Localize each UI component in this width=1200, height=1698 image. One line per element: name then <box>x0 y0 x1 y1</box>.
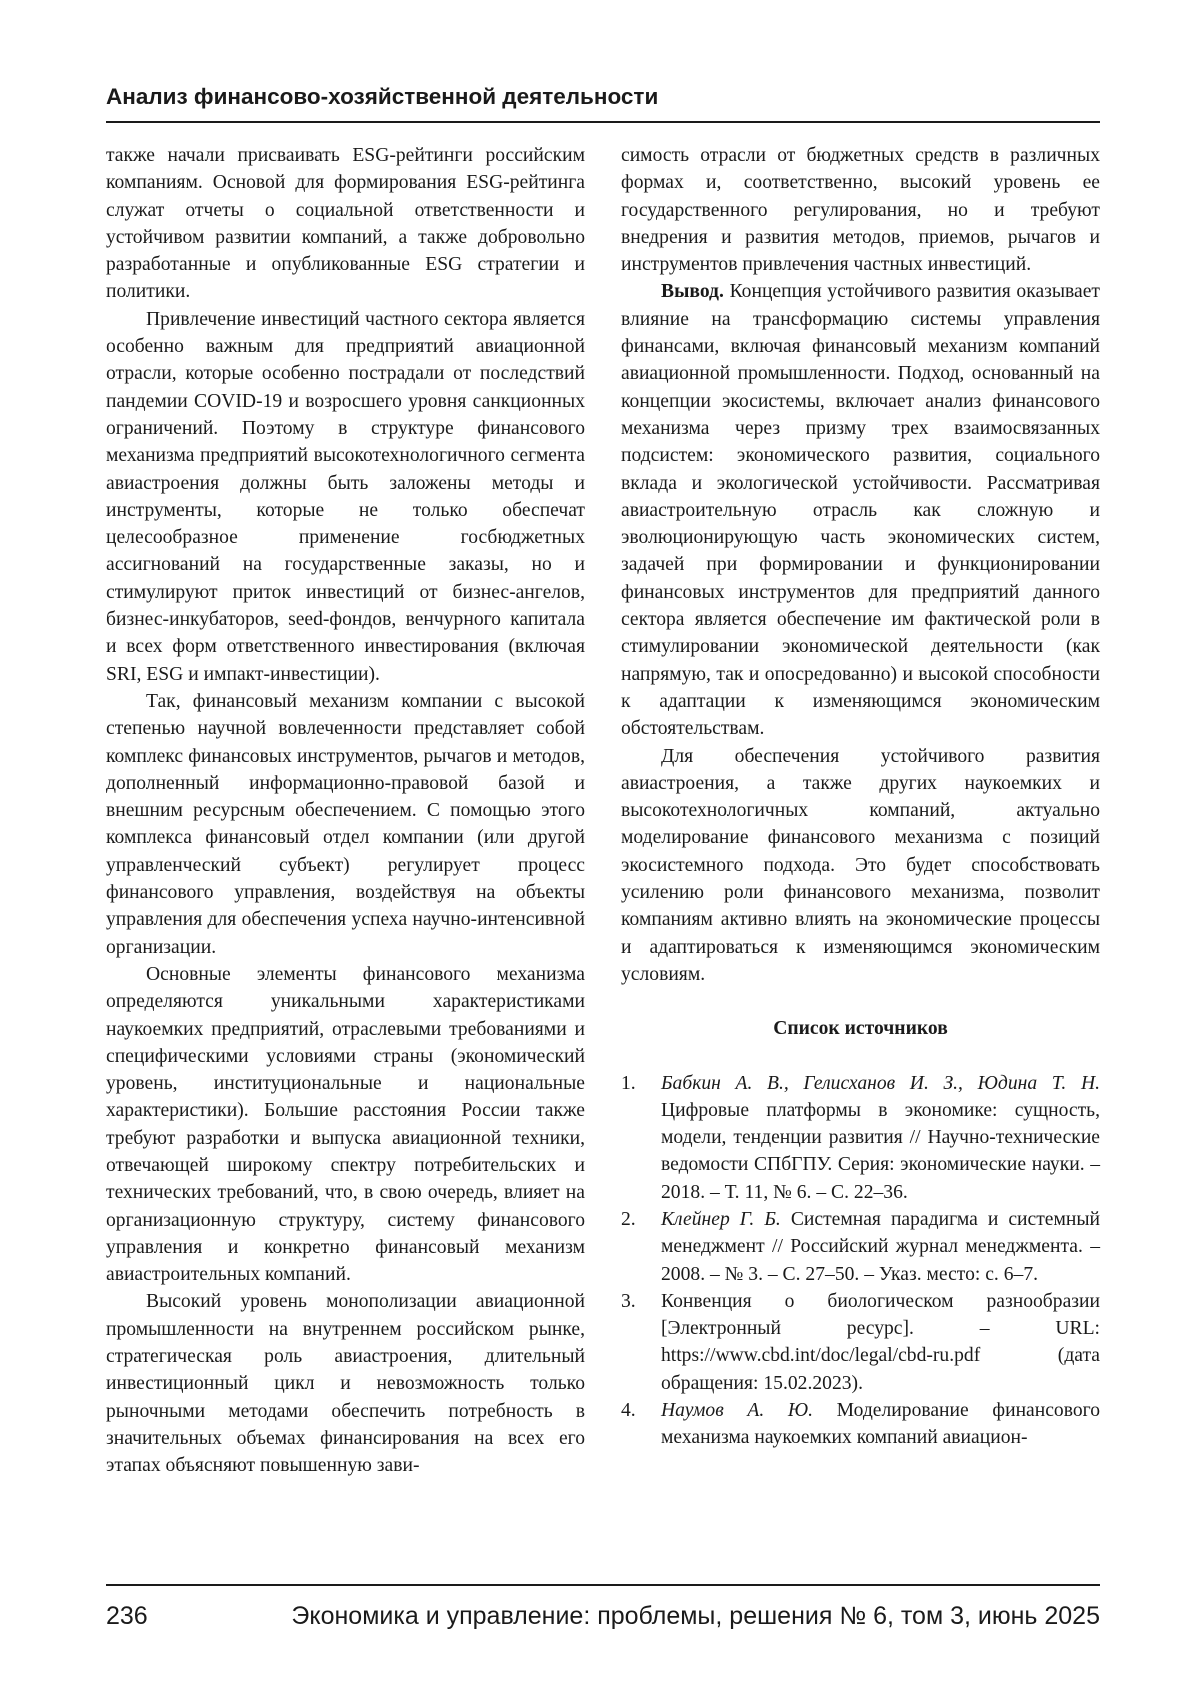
reference-item <box>621 1397 1100 1452</box>
running-title: Анализ финансово-хозяйственной деятельности <box>106 84 659 109</box>
header-rule <box>106 121 1100 123</box>
paragraph: Для обеспечения устойчивого развития авиастроения, а также других наукоемких и высокотехнологичных компаний, актуально моделирование финансового механизма с позиций экосистемного подхода. Это будет способствовать усилению роли финансового механизма, позволит компаниям активно влиять на экономические процессы и адаптироваться к изменяющимся экономическим условиям. <box>621 745 1100 985</box>
reference-item <box>621 1206 1100 1288</box>
paragraph: Высокий уровень монополизации авиационной промышленности на внутреннем российском рынке, стратегическая роль авиастроения, длительный инвестиционный цикл и невозможность только рыночными методами обеспечить потребность в значительных объемах финансирования на всех его этапах объясняют повышенную зави- <box>106 1291 585 1477</box>
reference-body: Системная парадигма и системный менеджмент // Российский журнал менеджмента. – 2008. – № 3. – С. 27–50. – Указ. место: с. 6–7. <box>661 1208 1100 1285</box>
conclusion-lead: Вывод. <box>661 281 724 303</box>
reference-number: 2. <box>621 1208 636 1230</box>
reference-number: 4. <box>621 1400 636 1422</box>
reference-text <box>661 1206 1100 1288</box>
reference-text <box>661 1397 1100 1452</box>
journal-title: Экономика и управление: проблемы, решения № 6, том 3, июнь 2025 <box>291 1602 1100 1630</box>
references-heading: Список источников <box>773 1018 948 1040</box>
paragraph: Привлечение инвестиций частного сектора является особенно важным для предприятий авиационной отрасли, которые особенно пострадали от последствий пандемии COVID-19 и возросшего уровня санкционных ограничений. Поэтому в структуре финансового механизма предприятий высокотехнологичного сегмента авиастроения должны быть заложены методы и инструменты, которые не только обеспечат целесообразное применение госбюджетных ассигнований на государственные заказы, но и стимулируют приток инвестиций от бизнес-ангелов, бизнес-инкубаторов, seed-фондов, венчурного капитала и всех форм ответственного инвестирования (включая SRI, ESG и импакт-инвестиции). <box>106 308 585 685</box>
reference-text <box>661 1070 1100 1206</box>
footer-rule <box>106 1584 1100 1586</box>
reference-number: 3. <box>621 1290 636 1312</box>
reference-text <box>661 1288 1100 1397</box>
reference-body: Моделирование финансового механизма наукоемких компаний авиацион- <box>661 1400 1100 1449</box>
reference-body: Цифровые платформы в экономике: сущность, модели, тенденции развития // Научно-технические ведомости СПбГПУ. Серия: экономические науки. – 2018. – Т. 11, № 6. – С. 22–36. <box>661 1099 1100 1203</box>
reference-item <box>621 1288 1100 1397</box>
conclusion-text: Концепция устойчивого развития оказывает влияние на трансформацию системы управления финансами, включая финансовый механизм компаний авиационной промышленности. Подход, основанный на концепции экосистемы, включает анализ финансового механизма через призму трех взаимосвязанных подсистем: экономического развития, социального вклада и экологической устойчивости. Рассматривая авиастроительную отрасль как сложную и эволюционирующую часть экономических систем, задачей при формировании и функционировании финансовых инструментов для предприятий данного сектора является обеспечение им фактической роли в стимулировании экономической деятельности (как напрямую, так и опосредованно) и высокой способности к адаптации к изменяющимся экономическим обстоятельствам. <box>621 281 1100 740</box>
reference-item <box>621 1070 1100 1206</box>
paragraph: также начали присваивать ESG-рейтинги российским компаниям. Основой для формирования ESG-рейтинга служат отчеты о социальной ответственности и устойчивом развитии компаний, а также добровольно разработанные и опубликованные ESG стратегии и политики. <box>106 145 585 303</box>
reference-number: 1. <box>621 1072 636 1094</box>
page-number: 236 <box>106 1602 148 1630</box>
reference-authors: Клейнер Г. Б. <box>661 1208 781 1230</box>
reference-body: Конвенция о биологическом разнообразии [Электронный ресурс]. – URL: https://www.cbd.int/doc/legal/cbd-ru.pdf (дата обращения: 15.02.2023). <box>661 1290 1100 1394</box>
right-column <box>621 142 1100 1452</box>
conclusion-paragraph <box>621 278 1100 742</box>
left-column <box>106 142 585 1480</box>
reference-authors: Бабкин А. В., Гелисханов И. З., Юдина Т. Н. <box>661 1072 1100 1094</box>
reference-authors: Наумов А. Ю. <box>661 1400 814 1422</box>
paragraph: симость отрасли от бюджетных средств в различных формах и, соответственно, высокий уровень ее государственного регулирования, но и требуют внедрения и развития методов, приемов, рычагов и инструментов привлечения частных инвестиций. <box>621 145 1100 276</box>
references-list <box>621 1070 1100 1452</box>
paragraph: Основные элементы финансового механизма определяются уникальными характеристиками наукоемких предприятий, отраслевыми требованиями и специфическими условиями страны (экономический уровень, институциональные и национальные характеристики). Большие расстояния России также требуют разработки и выпуска авиационной техники, отвечающей широкому спектру потребительских и технических требований, что, в свою очередь, влияет на организационную структуру, систему финансового управления и конкретно финансовый механизм авиастроительных компаний. <box>106 963 585 1286</box>
paragraph: Так, финансовый механизм компании с высокой степенью научной вовлеченности представляет собой комплекс финансовых инструментов, рычагов и методов, дополненный информационно-правовой базой и внешним ресурсным обеспечением. С помощью этого комплекса финансовый отдел компании (или другой управленческий субъект) регулирует процесс финансового управления, воздействуя на объекты управления для обеспечения успеха научно-интенсивной организации. <box>106 690 585 958</box>
